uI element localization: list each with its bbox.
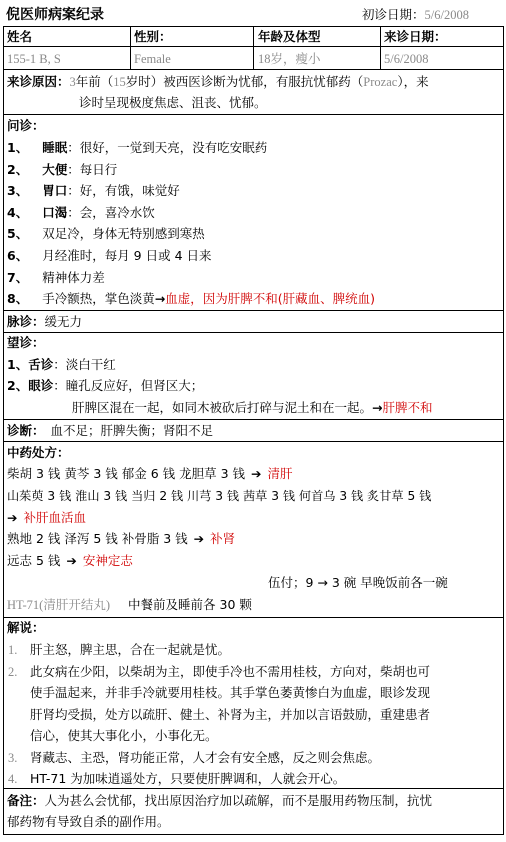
diagnosis-label: 诊断：	[7, 423, 45, 438]
first-visit-label: 初诊日期：	[362, 7, 425, 22]
explanation-heading: 解说：	[7, 620, 45, 635]
arrow-icon: →	[154, 291, 166, 306]
pulse-label: 脉诊：	[7, 314, 45, 329]
item-text: 双足冷，身体无特别感到寒热	[42, 226, 205, 242]
herb-purpose: 安神定志	[82, 553, 133, 568]
prescription-line-1	[7, 465, 293, 483]
item-text: ：淡白干红	[53, 357, 116, 372]
item-number: 2、	[7, 161, 29, 177]
arrow-icon: ➔	[7, 510, 18, 525]
inquiry-item	[7, 204, 155, 222]
reason-line-1	[7, 73, 429, 91]
eye-row	[7, 377, 203, 395]
patient-visit-date: 5/6/2008	[384, 52, 429, 66]
item-key: 大便	[42, 161, 68, 177]
herb-purpose: 清肝	[267, 466, 293, 481]
explanation-line: 信心，使其大事化小，小事化无。	[30, 728, 218, 743]
arrow-icon: ➔	[251, 466, 262, 481]
header-visit-date: 来诊日期：	[384, 29, 447, 44]
inquiry-item	[7, 161, 117, 179]
page-title: 倪医师病案纪录	[6, 7, 104, 23]
prescription-line-4	[7, 530, 235, 548]
prescription-heading: 中药处方：	[7, 445, 70, 460]
arrow-icon: ➔	[66, 553, 77, 568]
explanation-line: 使手温起来，并非手冷就要用桂枝。其手掌色萎黄惨白为血虚，眼诊发现	[30, 685, 431, 700]
prescription-line-5	[7, 552, 133, 570]
item-text: ：会，喜冷水饮	[67, 204, 155, 220]
diagnosis-text: 血不足；肝脾失衡；肾阳不足	[50, 423, 214, 438]
explanation-number: 1.	[8, 643, 18, 657]
item-text: ：好，有饿，味觉好	[67, 183, 180, 199]
table-divider	[3, 69, 504, 70]
prescription-line-2: 山茱萸 3 钱 淮山 3 钱 当归 2 钱 川芎 3 钱 茜草 3 钱 何首乌 3 钱 炙甘草 5 钱	[7, 489, 432, 503]
section-divider	[3, 441, 504, 442]
reason-age: 15	[113, 75, 126, 89]
item-text: ：瞳孔反应好，但肾区大；	[53, 378, 204, 393]
item-key: 口渴	[42, 204, 68, 220]
note-line-2: 郁药物有导致自杀的副作用。	[7, 814, 170, 829]
item-text: 肝脾区混在一起，如同木被砍后打碎与泥土和在一起。	[72, 400, 373, 415]
inspection-heading: 望诊：	[7, 335, 45, 350]
age-number: 18	[258, 52, 271, 66]
section-divider	[3, 310, 504, 311]
patient-gender: Female	[134, 52, 171, 66]
section-divider	[3, 419, 504, 420]
item-key: 眼诊	[28, 378, 54, 393]
herb-list: 熟地 2 钱 泽泻 5 钱 补骨脂 3 钱	[7, 531, 188, 546]
reason-years: 3	[69, 75, 76, 89]
item-text: ：很好，一觉到天亮，没有吃安眠药	[67, 140, 268, 155]
arrow-icon: ➔	[193, 531, 205, 546]
herb-purpose: 补肝血活血	[23, 510, 86, 525]
item-text: 手冷额热，掌色淡黄	[42, 291, 155, 306]
prescription-line-3	[7, 509, 86, 527]
section-divider	[3, 788, 504, 789]
patient-age	[258, 50, 321, 68]
item-key: 舌诊	[28, 357, 54, 372]
header-age: 年龄及体型	[258, 29, 321, 44]
item-number: 3、	[7, 183, 29, 199]
decoction-instructions: 伍付；9 → 3 碗 早晚饭前各一碗	[268, 575, 448, 590]
inquiry-item	[7, 269, 105, 287]
item-number: 1、	[7, 357, 29, 372]
first-visit	[362, 6, 469, 24]
item-number: 6、	[7, 248, 29, 263]
header-name: 姓名	[7, 29, 33, 44]
section-divider	[3, 114, 504, 115]
item-number: 8、	[7, 291, 29, 306]
pulse-text: 缓无力	[44, 314, 83, 329]
item-key: 睡眠	[42, 140, 68, 155]
reason-line-2: 诊时呈现极度焦虑、沮丧、忧郁。	[79, 95, 267, 110]
age-text: 岁，瘦小	[270, 51, 321, 66]
reason-text: 年前（	[75, 74, 114, 89]
explanation-number: 4.	[8, 772, 18, 786]
pill-name: HT-71(清肝开结丸)	[7, 598, 111, 612]
header-gender: 性别：	[134, 29, 172, 44]
item-number: 2、	[7, 378, 29, 393]
item-text: 精神体力差	[42, 269, 105, 285]
diagnosis-row	[7, 422, 213, 440]
explanation-line: 此女病在少阳，以柴胡为主，即使手冷也不需用桂枝，方向对，柴胡也可	[30, 663, 431, 679]
note-text: 人为甚么会忧郁，找出原因治疗加以疏解，而不是服用药物压制，抗忧	[44, 793, 433, 808]
pill-dosage: 中餐前及睡前各 30 颗	[128, 597, 252, 612]
first-visit-date: 5/6/2008	[424, 8, 469, 22]
note-line-1	[7, 792, 432, 810]
explanation-line: 肝肾均受损，处方以疏肝、健土、补肾为主，并加以言语鼓励，重建患者	[30, 706, 431, 722]
item-number: 5、	[7, 226, 29, 242]
pill-row	[7, 596, 252, 614]
item-conclusion: 肝脾不和	[382, 400, 433, 415]
item-text: 月经准时，每月 9 日或 4 日来	[42, 248, 212, 263]
inquiry-item	[7, 139, 267, 157]
herb-list: 远志 5 钱	[7, 553, 61, 568]
inquiry-item	[7, 225, 205, 243]
reason-text: 岁时）被西医诊断为忧郁，有服抗忧郁药（	[125, 74, 364, 89]
patient-id: 155-1 B, S	[7, 52, 61, 66]
reason-drug: Prozac	[363, 75, 398, 89]
item-number: 7、	[7, 269, 29, 285]
explanation-number: 3.	[8, 750, 18, 765]
table-border-right	[503, 26, 504, 834]
section-divider	[3, 332, 504, 333]
table-border-left	[3, 26, 4, 834]
item-number: 4、	[7, 204, 29, 220]
section-divider	[3, 617, 504, 618]
eye-row-2	[72, 399, 433, 417]
herb-list: 柴胡 3 钱 黄芩 3 钱 郁金 6 钱 龙胆草 3 钱	[7, 466, 246, 481]
item-key: 胃口	[42, 183, 68, 199]
explanation-line: HT-71 为加味逍遥处方，只要使肝脾调和，人就会开心。	[30, 771, 346, 786]
explanation-line: 肾藏志、主恐，肾功能正常，人才会有安全感，反之则会焦虑。	[30, 749, 381, 765]
column-divider	[253, 26, 254, 69]
herb-purpose: 补肾	[210, 531, 236, 546]
column-divider	[380, 26, 381, 69]
item-number: 1、	[7, 140, 29, 155]
reason-text: ），来	[397, 74, 429, 89]
reason-label: 来诊原因：	[7, 74, 70, 89]
tongue-row	[7, 356, 116, 374]
inquiry-item-8	[7, 290, 375, 308]
explanation-number: 2.	[8, 664, 18, 679]
inquiry-item	[7, 182, 180, 200]
inquiry-item	[7, 247, 212, 265]
table-border-bottom	[3, 834, 504, 835]
column-divider	[130, 26, 131, 69]
note-label: 备注：	[7, 793, 45, 808]
inquiry-heading: 问诊：	[7, 118, 45, 133]
arrow-icon: →	[372, 400, 383, 415]
pulse-row	[7, 313, 82, 331]
explanation-line: 肝主怒，脾主思，合在一起就是忧。	[30, 642, 231, 657]
item-conclusion: 血虚，因为肝脾不和(肝藏血、脾统血)	[165, 291, 375, 306]
item-text: ：每日行	[67, 161, 118, 177]
